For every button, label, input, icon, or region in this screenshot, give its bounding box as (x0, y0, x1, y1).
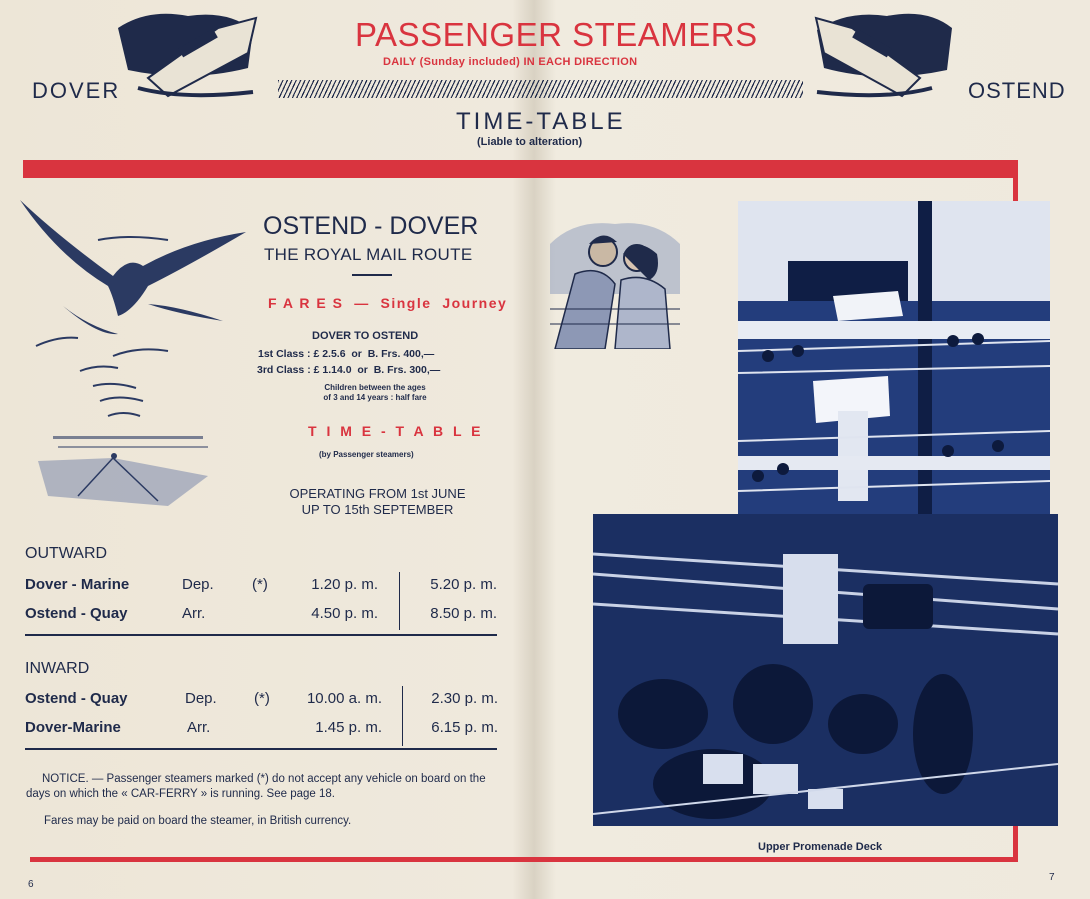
outward-kind: Arr. (182, 605, 206, 622)
column-divider (399, 572, 400, 630)
fare-first-class: 1st Class : £ 2.5.6 or B. Frs. 400,— (258, 348, 435, 360)
section-rule (25, 748, 497, 750)
column-divider (402, 686, 403, 746)
timetable-note: (Liable to alteration) (477, 136, 583, 148)
inward-kind: Arr. (187, 719, 211, 736)
header-right-port: OSTEND (968, 78, 1066, 103)
departure-mark: (*) (254, 690, 270, 707)
outward-heading: OUTWARD (25, 545, 108, 562)
children-line-2: of 3 and 14 years : half fare (323, 393, 427, 402)
section-rule (25, 634, 497, 636)
fares-direction: DOVER TO OSTEND (312, 330, 419, 342)
fares-heading: F A R E S — Single Journey (268, 295, 508, 311)
inward-time-2: 2.30 p. m. (431, 690, 498, 707)
operating-line-1: OPERATING FROM 1st JUNE (289, 486, 466, 501)
outward-place: Ostend - Quay (25, 605, 128, 622)
seagulls-illustration (18, 196, 248, 516)
red-band (23, 160, 1016, 178)
inward-kind: Dep. (185, 690, 217, 707)
route-subtitle: THE ROYAL MAIL ROUTE (264, 245, 473, 264)
steamer-illustration-right (812, 8, 962, 100)
inward-time-1: 1.45 p. m. (315, 719, 382, 736)
steamer-illustration-left (108, 8, 258, 100)
operating-period (260, 486, 495, 518)
ship-deck-photo (738, 201, 1050, 553)
fare-third-class: 3rd Class : £ 1.14.0 or B. Frs. 300,— (257, 364, 441, 376)
departure-mark: (*) (252, 576, 268, 593)
page-number-right: 7 (1049, 872, 1055, 883)
hatched-rule (278, 80, 803, 98)
page-number-left: 6 (28, 879, 34, 890)
outward-time-1: 4.50 p. m. (311, 605, 378, 622)
timetable-sub: (by Passenger steamers) (319, 450, 414, 459)
promenade-deck-photo (593, 514, 1058, 826)
outward-time-2: 8.50 p. m. (430, 605, 497, 622)
children-fare-note (300, 383, 450, 403)
operating-line-2: UP TO 15th SEPTEMBER (301, 502, 454, 517)
outward-kind: Dep. (182, 576, 214, 593)
header-left-port: DOVER (32, 78, 121, 103)
inward-heading: INWARD (25, 660, 90, 677)
outward-time-2: 5.20 p. m. (430, 576, 497, 593)
couple-illustration (545, 214, 685, 349)
outward-place: Dover - Marine (25, 576, 130, 593)
notice-text: NOTICE. — Passenger steamers marked (*) do not accept any vehicle on board on the days on which the « CAR-FERRY » is running. See page 18. (26, 773, 486, 800)
timetable-heading: TIME-TABLE (456, 108, 626, 135)
fares-note: Fares may be paid on board the steamer, in British currency. (44, 815, 352, 827)
children-line-1: Children between the ages (324, 383, 426, 392)
inward-place: Dover-Marine (25, 719, 121, 736)
inward-time-1: 10.00 a. m. (306, 690, 382, 707)
inward-place: Ostend - Quay (25, 690, 128, 707)
photo-caption: Upper Promenade Deck (758, 841, 883, 853)
page-title: PASSENGER STEAMERS (355, 16, 758, 53)
route-title: OSTEND - DOVER (263, 212, 479, 240)
divider (352, 274, 392, 276)
red-bottom-rule (30, 857, 1018, 862)
outward-time-1: 1.20 p. m. (311, 576, 378, 593)
inward-time-2: 6.15 p. m. (431, 719, 498, 736)
timetable-subheading: T I M E - T A B L E (308, 423, 484, 439)
page-subtitle: DAILY (Sunday included) IN EACH DIRECTION (383, 56, 638, 68)
